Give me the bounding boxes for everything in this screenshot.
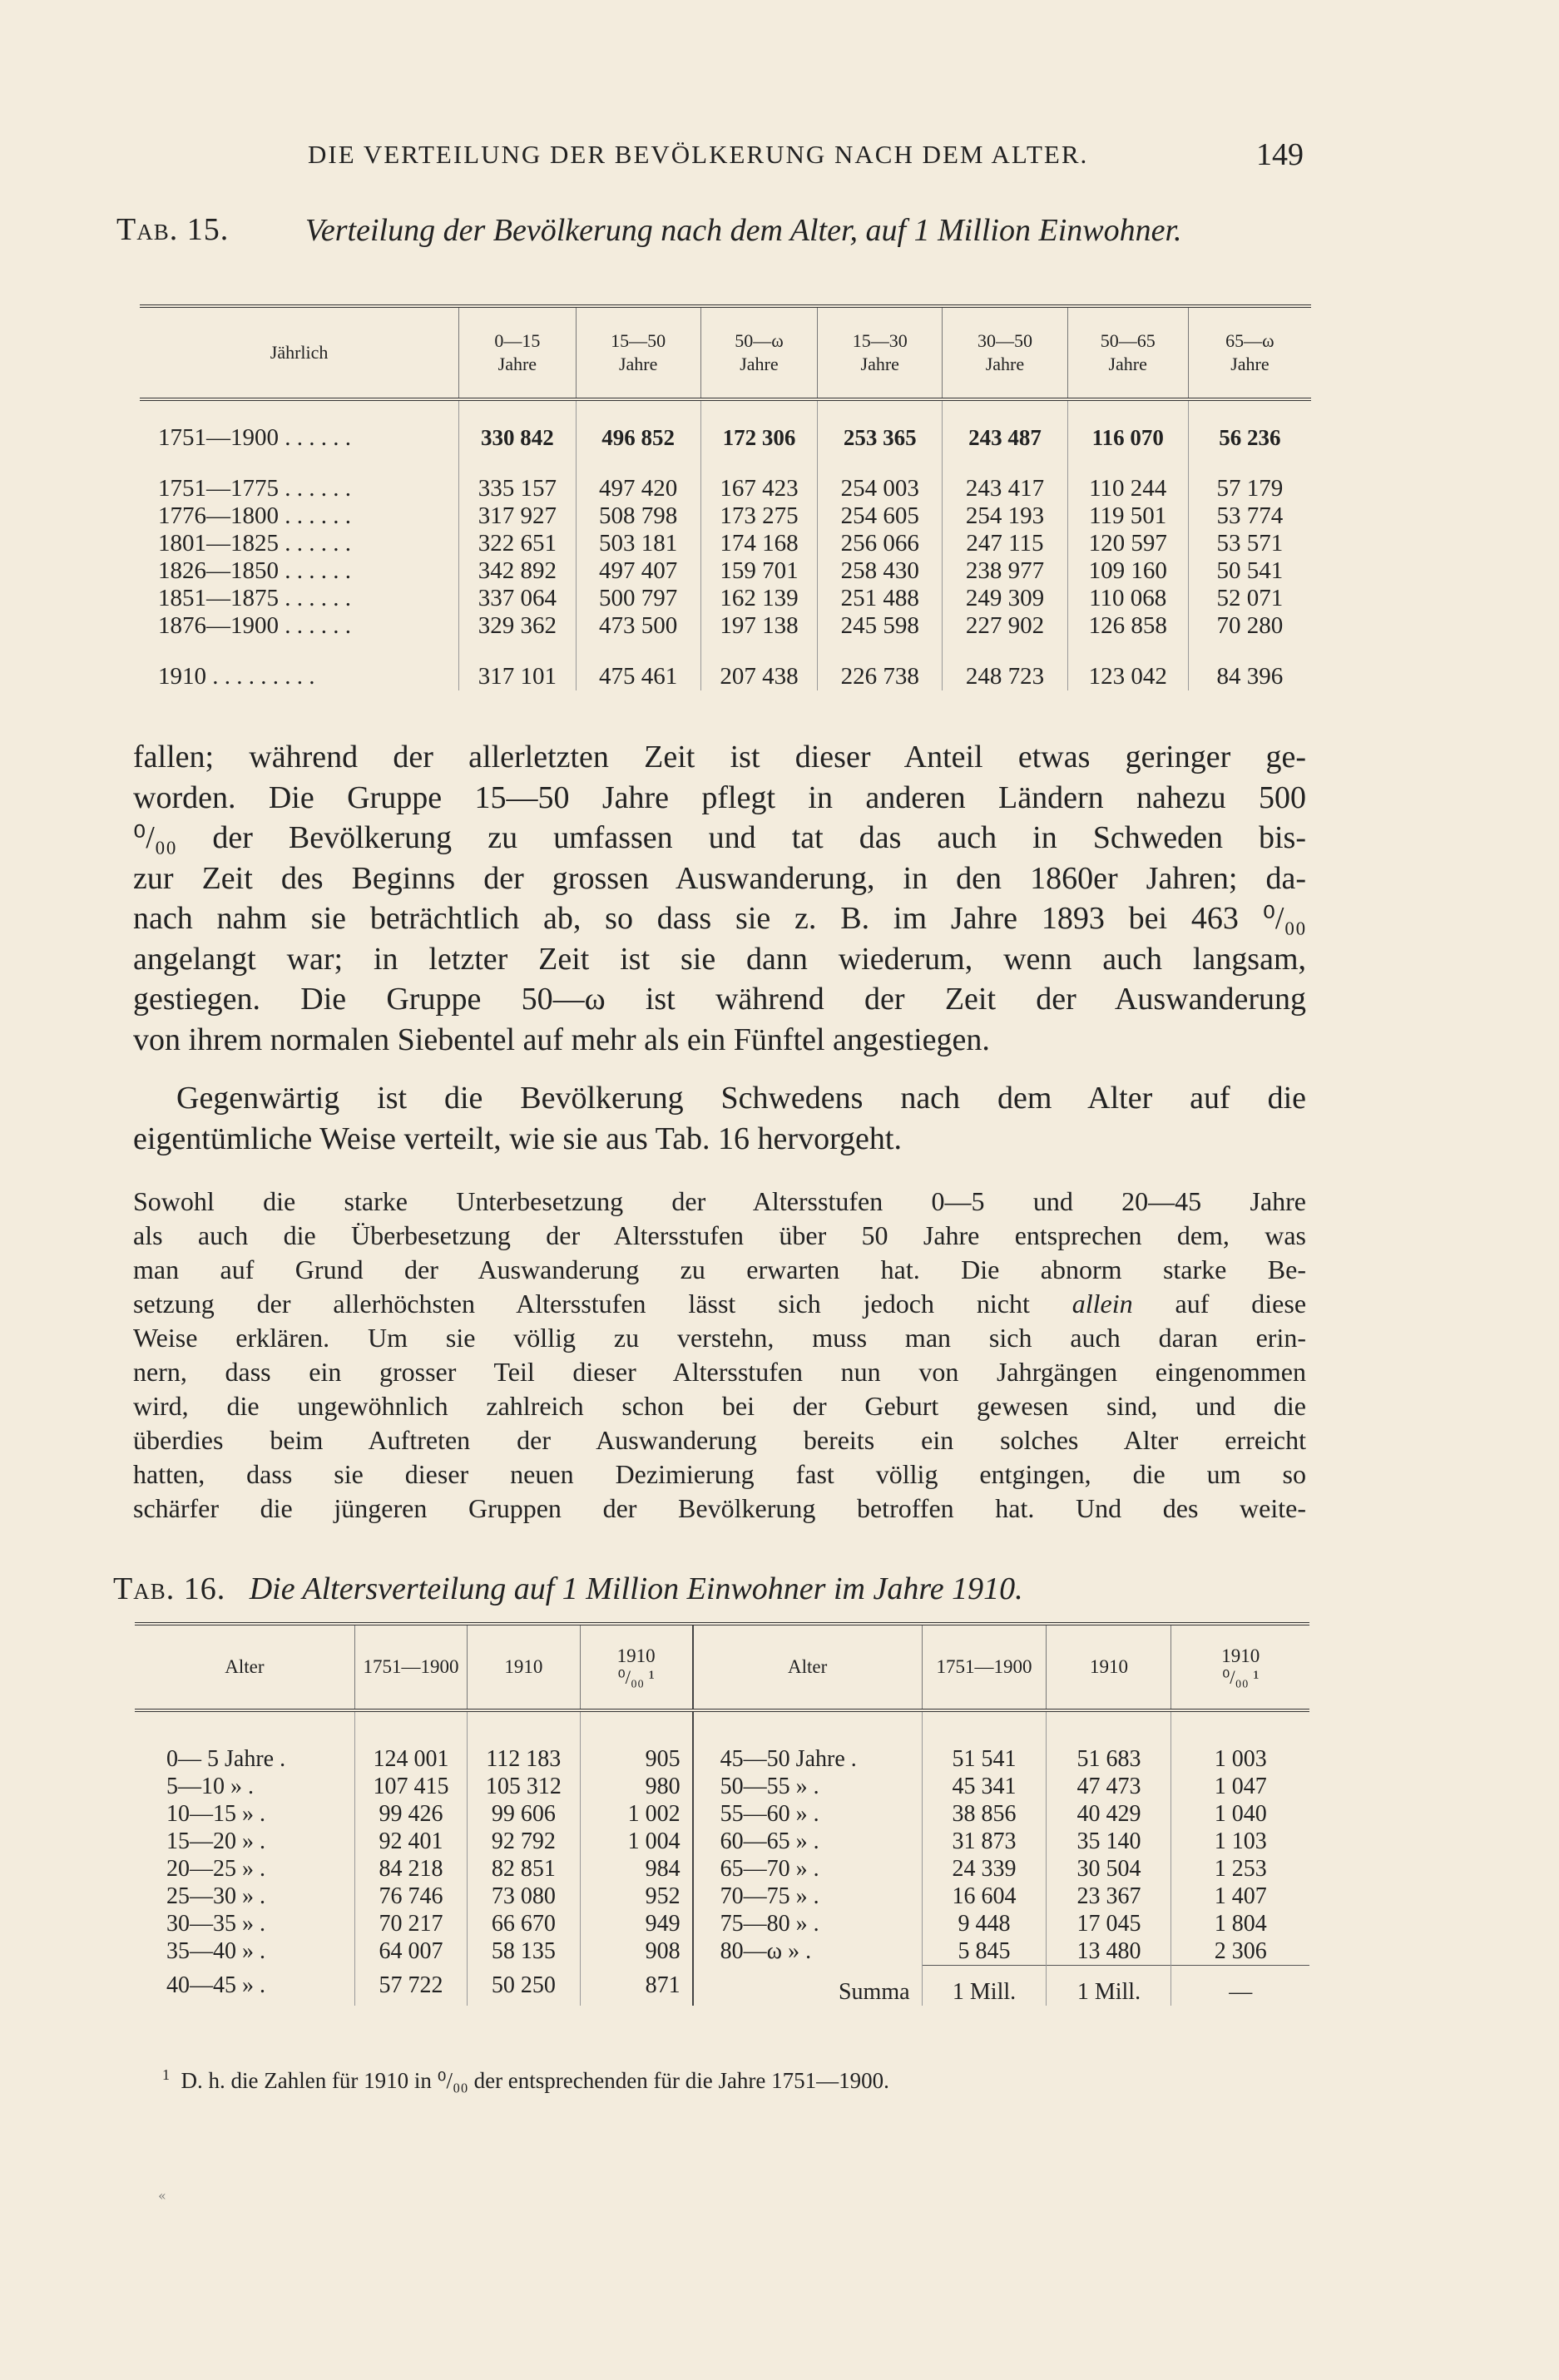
period-label: 1751—1775 . . . . . . bbox=[158, 475, 351, 502]
value-cell: 251 488 bbox=[818, 585, 943, 612]
value-cell: 99 606 bbox=[468, 1800, 580, 1828]
value-cell: 126 858 bbox=[1067, 612, 1188, 640]
value-cell: 238 977 bbox=[943, 557, 1067, 585]
tab15-header-cell: 65—ω Jahre bbox=[1188, 306, 1311, 399]
value-cell: 73 080 bbox=[468, 1883, 580, 1910]
period-label: 1910 . . . . . . . . . bbox=[158, 663, 315, 690]
age-label: 50—55 » . bbox=[693, 1773, 922, 1800]
value-cell: 1 253 bbox=[1171, 1855, 1309, 1883]
table-row bbox=[140, 585, 1311, 612]
value-cell: 1 002 bbox=[580, 1800, 693, 1828]
value-cell: 258 430 bbox=[818, 557, 943, 585]
age-label: 25—30 » . bbox=[166, 1883, 265, 1909]
text-line: wird, die ungewöhnlich zahlreich schon bei der Geburt gewesen sind, und die bbox=[133, 1391, 1306, 1421]
value-cell: 35 140 bbox=[1047, 1828, 1171, 1855]
text-line: fallen; während der allerletzten Zeit ist dieser Anteil etwas geringer ge- bbox=[133, 740, 1306, 774]
tab15-header-row bbox=[140, 306, 1311, 399]
value-cell: 76 746 bbox=[354, 1883, 467, 1910]
value-cell: 24 339 bbox=[922, 1855, 1047, 1883]
small-print-paragraph bbox=[133, 1185, 1306, 1526]
text-line: von ihrem normalen Siebentel auf mehr als ein Fünftel angestiegen. bbox=[133, 1022, 990, 1057]
value-cell: 56 236 bbox=[1188, 424, 1311, 452]
table-row bbox=[140, 612, 1311, 640]
tab15-header-cell: 30—50 Jahre bbox=[943, 306, 1067, 399]
value-cell: 82 851 bbox=[468, 1855, 580, 1883]
value-cell: 110 244 bbox=[1067, 475, 1188, 502]
tab16-header-cell: 1910 bbox=[468, 1624, 580, 1710]
age-label: 70—75 » . bbox=[693, 1883, 922, 1910]
tab16-title: Die Altersverteilung auf 1 Million Einwohner im Jahre 1910. bbox=[249, 1571, 1023, 1606]
value-cell: 1 004 bbox=[580, 1828, 693, 1855]
value-cell: 124 001 bbox=[354, 1745, 467, 1773]
value-cell: 496 852 bbox=[576, 424, 700, 452]
value-cell: 23 367 bbox=[1047, 1883, 1171, 1910]
value-cell: 949 bbox=[580, 1910, 693, 1937]
tab15-header-cell: Jährlich bbox=[140, 306, 459, 399]
value-cell: 335 157 bbox=[459, 475, 576, 502]
tab16-caption bbox=[113, 1571, 1311, 1607]
text-line: nach nahm sie beträchtlich ab, so dass sie z. B. im Jahre 1893 bei 463 ⁰/₀₀ bbox=[133, 901, 1306, 936]
tab15-header-cell: 15—50 Jahre bbox=[576, 306, 700, 399]
value-cell: 952 bbox=[580, 1883, 693, 1910]
period-label: 1876—1900 . . . . . . bbox=[158, 612, 351, 639]
age-label: 10—15 » . bbox=[166, 1801, 265, 1827]
text-line-with-emphasis: setzung der allerhöchsten Altersstufen lässt sich jedoch nicht allein auf diese bbox=[133, 1289, 1307, 1319]
value-cell: 53 774 bbox=[1188, 502, 1311, 530]
value-cell: 1 040 bbox=[1171, 1800, 1309, 1828]
body-paragraph bbox=[133, 737, 1306, 1060]
value-cell: 254 605 bbox=[818, 502, 943, 530]
text-line: ⁰/₀₀ der Bevölkerung zu umfassen und tat das auch in Schweden bis- bbox=[133, 820, 1306, 855]
table-row bbox=[135, 1966, 1309, 2006]
value-cell: 226 738 bbox=[818, 663, 943, 690]
period-label: 1826—1850 . . . . . . bbox=[158, 557, 351, 584]
tab15-header-cell: 15—30 Jahre bbox=[818, 306, 943, 399]
value-cell: 197 138 bbox=[700, 612, 817, 640]
value-cell: 254 193 bbox=[943, 502, 1067, 530]
value-cell: 119 501 bbox=[1067, 502, 1188, 530]
value-cell: 5 845 bbox=[922, 1937, 1047, 1966]
age-label: 0— 5 Jahre . bbox=[166, 1746, 286, 1772]
value-cell: 84 396 bbox=[1188, 663, 1311, 690]
value-cell: 159 701 bbox=[700, 557, 817, 585]
tab16-table bbox=[135, 1622, 1309, 2006]
period-label: 1851—1875 . . . . . . bbox=[158, 585, 351, 611]
text-line: schärfer die jüngeren Gruppen der Bevölkerung betroffen hat. Und des weite- bbox=[133, 1493, 1306, 1523]
value-cell: 110 068 bbox=[1067, 585, 1188, 612]
text-line: als auch die Überbesetzung der Altersstufen über 50 Jahre entsprechen dem, was bbox=[133, 1220, 1306, 1250]
value-cell: 984 bbox=[580, 1855, 693, 1883]
tab16-header-cell: 1751—1900 bbox=[354, 1624, 467, 1710]
value-cell: 120 597 bbox=[1067, 530, 1188, 557]
table-row bbox=[135, 1745, 1309, 1773]
tab16-header-row bbox=[135, 1624, 1309, 1710]
sum-label: Summa bbox=[693, 1966, 922, 2006]
tab15-table bbox=[140, 304, 1311, 690]
value-cell: 473 500 bbox=[576, 612, 700, 640]
value-cell: 31 873 bbox=[922, 1828, 1047, 1855]
text-line: überdies beim Auftreten der Auswanderung bereits ein solches Alter erreicht bbox=[133, 1425, 1306, 1455]
tab16-header-cell: 1910 ⁰/₀₀ ¹ bbox=[1171, 1624, 1309, 1710]
value-cell: 207 438 bbox=[700, 663, 817, 690]
value-cell: 123 042 bbox=[1067, 663, 1188, 690]
value-cell: 116 070 bbox=[1067, 424, 1188, 452]
age-label: 40—45 » . bbox=[166, 1972, 265, 1999]
text-line: Sowohl die starke Unterbesetzung der Altersstufen 0—5 und 20—45 Jahre bbox=[133, 1186, 1306, 1216]
value-cell: 1 103 bbox=[1171, 1828, 1309, 1855]
value-cell: 84 218 bbox=[354, 1855, 467, 1883]
value-cell: 227 902 bbox=[943, 612, 1067, 640]
value-cell: 174 168 bbox=[700, 530, 817, 557]
value-cell: 57 179 bbox=[1188, 475, 1311, 502]
value-cell: 92 792 bbox=[468, 1828, 580, 1855]
value-cell: 1 804 bbox=[1171, 1910, 1309, 1937]
value-cell: 92 401 bbox=[354, 1828, 467, 1855]
value-cell: 337 064 bbox=[459, 585, 576, 612]
age-label: 75—80 » . bbox=[693, 1910, 922, 1937]
age-label: 65—70 » . bbox=[693, 1855, 922, 1883]
tab15-label: Tab. 15. bbox=[116, 212, 230, 247]
table-row bbox=[135, 1828, 1309, 1855]
value-cell: 245 598 bbox=[818, 612, 943, 640]
value-cell: 497 420 bbox=[576, 475, 700, 502]
table-row bbox=[140, 475, 1311, 502]
footnote-text: D. h. die Zahlen für 1910 in ⁰/₀₀ der entsprechenden für die Jahre 1751—1900. bbox=[181, 2068, 889, 2093]
stray-print-mark: « bbox=[158, 2188, 166, 2204]
value-cell: 908 bbox=[580, 1937, 693, 1966]
value-cell: 16 604 bbox=[922, 1883, 1047, 1910]
value-cell: 497 407 bbox=[576, 557, 700, 585]
age-label: 35—40 » . bbox=[166, 1938, 265, 1965]
value-cell: 905 bbox=[580, 1745, 693, 1773]
value-cell: 58 135 bbox=[468, 1937, 580, 1966]
value-cell: 317 101 bbox=[459, 663, 576, 690]
table-row bbox=[140, 530, 1311, 557]
age-label: 5—10 » . bbox=[166, 1774, 254, 1799]
sum-cell: 1 Mill. bbox=[1047, 1966, 1171, 2006]
value-cell: 317 927 bbox=[459, 502, 576, 530]
value-cell: 249 309 bbox=[943, 585, 1067, 612]
sum-cell: 1 Mill. bbox=[922, 1966, 1047, 2006]
value-cell: 330 842 bbox=[459, 424, 576, 452]
age-label: 80—ω » . bbox=[693, 1937, 922, 1966]
value-cell: 247 115 bbox=[943, 530, 1067, 557]
value-cell: 105 312 bbox=[468, 1773, 580, 1800]
value-cell: 980 bbox=[580, 1773, 693, 1800]
value-cell: 107 415 bbox=[354, 1773, 467, 1800]
value-cell: 17 045 bbox=[1047, 1910, 1171, 1937]
text-line: hatten, dass sie dieser neuen Dezimierung fast völlig entgingen, die um so bbox=[133, 1459, 1306, 1489]
tab15-caption bbox=[116, 211, 1314, 250]
value-cell: 2 306 bbox=[1171, 1937, 1309, 1966]
emphasis: allein bbox=[1072, 1289, 1133, 1319]
value-cell: 475 461 bbox=[576, 663, 700, 690]
value-cell: 1 407 bbox=[1171, 1883, 1309, 1910]
value-cell: 51 683 bbox=[1047, 1745, 1171, 1773]
value-cell: 70 217 bbox=[354, 1910, 467, 1937]
text-line: man auf Grund der Auswanderung zu erwarten hat. Die abnorm starke Be- bbox=[133, 1254, 1306, 1284]
value-cell: 253 365 bbox=[818, 424, 943, 452]
table-row bbox=[135, 1800, 1309, 1828]
age-label: 15—20 » . bbox=[166, 1828, 265, 1854]
value-cell: 256 066 bbox=[818, 530, 943, 557]
value-cell: 47 473 bbox=[1047, 1773, 1171, 1800]
value-cell: 50 250 bbox=[468, 1966, 580, 2006]
text-line: Gegenwärtig ist die Bevölkerung Schwedens nach dem Alter auf die bbox=[176, 1081, 1306, 1116]
value-cell: 64 007 bbox=[354, 1937, 467, 1966]
tab16-header-cell: 1751—1900 bbox=[922, 1624, 1047, 1710]
age-label: 60—65 » . bbox=[693, 1828, 922, 1855]
value-cell: 109 160 bbox=[1067, 557, 1188, 585]
value-cell: 53 571 bbox=[1188, 530, 1311, 557]
value-cell: 173 275 bbox=[700, 502, 817, 530]
value-cell: 40 429 bbox=[1047, 1800, 1171, 1828]
text-line: zur Zeit des Beginns der grossen Auswanderung, in den 1860er Jahren; da- bbox=[133, 860, 1306, 896]
value-cell: 254 003 bbox=[818, 475, 943, 502]
value-cell: 13 480 bbox=[1047, 1937, 1171, 1966]
table-row bbox=[135, 1773, 1309, 1800]
tab15-header-cell: 0—15 Jahre bbox=[459, 306, 576, 399]
value-cell: 51 541 bbox=[922, 1745, 1047, 1773]
text-line: Weise erklären. Um sie völlig zu verstehn, muss man sich auch daran erin- bbox=[133, 1323, 1306, 1353]
tab16-header-cell: Alter bbox=[693, 1624, 922, 1710]
text-line: angelangt war; in letzter Zeit ist sie dann wiederum, wenn auch langsam, bbox=[133, 941, 1306, 977]
text-line: eigentümliche Weise verteilt, wie sie aus Tab. 16 hervorgeht. bbox=[133, 1121, 902, 1156]
tab16-header-cell: 1910 ⁰/₀₀ ¹ bbox=[580, 1624, 693, 1710]
page-number: 149 bbox=[1256, 137, 1304, 172]
text-line: gestiegen. Die Gruppe 50—ω ist während der Zeit der Auswanderung bbox=[133, 982, 1306, 1017]
value-cell: 38 856 bbox=[922, 1800, 1047, 1828]
value-cell: 167 423 bbox=[700, 475, 817, 502]
period-label: 1801—1825 . . . . . . bbox=[158, 530, 351, 557]
body-paragraph bbox=[133, 1078, 1306, 1159]
tab15-summary-row bbox=[140, 424, 1311, 452]
footnote-marker: 1 bbox=[162, 2066, 170, 2083]
table-row bbox=[140, 502, 1311, 530]
value-cell: 45 341 bbox=[922, 1773, 1047, 1800]
table-row bbox=[135, 1910, 1309, 1937]
table-row bbox=[135, 1883, 1309, 1910]
text-line: nern, dass ein grosser Teil dieser Altersstufen nun von Jahrgängen eingenommen bbox=[133, 1357, 1306, 1387]
tab15-header-cell: 50—65 Jahre bbox=[1067, 306, 1188, 399]
value-cell: 871 bbox=[580, 1966, 693, 2006]
value-cell: 243 487 bbox=[943, 424, 1067, 452]
text-line: worden. Die Gruppe 15—50 Jahre pflegt in anderen Ländern nahezu 500 bbox=[133, 779, 1306, 815]
value-cell: 99 426 bbox=[354, 1800, 467, 1828]
value-cell: 172 306 bbox=[700, 424, 817, 452]
value-cell: 342 892 bbox=[459, 557, 576, 585]
value-cell: 66 670 bbox=[468, 1910, 580, 1937]
value-cell: 243 417 bbox=[943, 475, 1067, 502]
sum-cell: — bbox=[1171, 1966, 1309, 2006]
table-row bbox=[135, 1937, 1309, 1966]
running-head: DIE VERTEILUNG DER BEVÖLKERUNG NACH DEM ALTER. bbox=[308, 140, 1089, 169]
value-cell: 248 723 bbox=[943, 663, 1067, 690]
age-label: 30—35 » . bbox=[166, 1911, 265, 1937]
tab16-header-cell: 1910 bbox=[1047, 1624, 1171, 1710]
value-cell: 112 183 bbox=[468, 1745, 580, 1773]
value-cell: 1 003 bbox=[1171, 1745, 1309, 1773]
age-label: 45—50 Jahre . bbox=[693, 1745, 922, 1773]
value-cell: 57 722 bbox=[354, 1966, 467, 2006]
tab15-title: Verteilung der Bevölkerung nach dem Alter, auf 1 Million Einwohner. bbox=[304, 213, 1182, 248]
value-cell: 9 448 bbox=[922, 1910, 1047, 1937]
footnote bbox=[162, 2066, 1327, 2094]
value-cell: 1 047 bbox=[1171, 1773, 1309, 1800]
period-label: 1751—1900 . . . . . . bbox=[158, 424, 351, 451]
tab16-label: Tab. 16. bbox=[113, 1571, 226, 1606]
table-row bbox=[135, 1855, 1309, 1883]
value-cell: 500 797 bbox=[576, 585, 700, 612]
table-row bbox=[140, 557, 1311, 585]
period-label: 1776—1800 . . . . . . bbox=[158, 502, 351, 529]
value-cell: 50 541 bbox=[1188, 557, 1311, 585]
value-cell: 508 798 bbox=[576, 502, 700, 530]
value-cell: 322 651 bbox=[459, 530, 576, 557]
tab15-header-cell: 50—ω Jahre bbox=[700, 306, 817, 399]
value-cell: 52 071 bbox=[1188, 585, 1311, 612]
age-label: 55—60 » . bbox=[693, 1800, 922, 1828]
tab15-year-row bbox=[140, 663, 1311, 690]
value-cell: 329 362 bbox=[459, 612, 576, 640]
age-label: 20—25 » . bbox=[166, 1856, 265, 1882]
tab16-header-cell: Alter bbox=[135, 1624, 354, 1710]
value-cell: 503 181 bbox=[576, 530, 700, 557]
value-cell: 70 280 bbox=[1188, 612, 1311, 640]
value-cell: 30 504 bbox=[1047, 1855, 1171, 1883]
value-cell: 162 139 bbox=[700, 585, 817, 612]
